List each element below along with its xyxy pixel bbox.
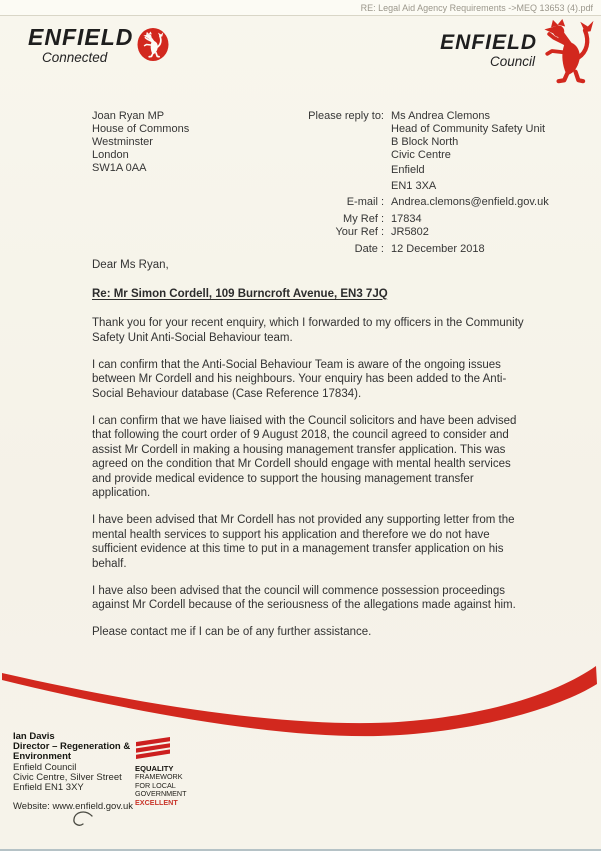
recipient-line: SW1A 0AA: [92, 162, 147, 174]
signatory-title: Director – Regeneration &: [13, 741, 131, 753]
label-spacer: [300, 180, 384, 193]
equality-badge-excellent: EXCELLENT: [135, 797, 178, 807]
signatory-name: Ian Davis: [13, 731, 55, 742]
letter-body: [92, 258, 526, 652]
subject-line: Re: Mr Simon Cordell, 109 Burncroft Avenue, EN3 7JQ: [92, 287, 388, 300]
reply-to-name: Ms Andrea Clemons: [391, 110, 491, 122]
signatory-org: Enfield Council: [13, 761, 77, 773]
reply-row: [300, 136, 549, 149]
pen-scribble-mark: [70, 810, 96, 828]
my-ref-label: My Ref :: [343, 213, 384, 225]
reply-row: [300, 213, 549, 226]
enfield-council-logo-text: [440, 32, 537, 69]
logo-right-subtitle: Council: [489, 54, 535, 69]
equality-badge-line: EQUALITY: [135, 763, 174, 773]
email-label: E-mail :: [346, 196, 384, 208]
signatory-title: Environment: [13, 751, 72, 763]
recipient-line: Westminster: [92, 136, 153, 148]
your-ref-value: JR5802: [391, 226, 429, 238]
reply-to-line: Civic Centre: [391, 149, 451, 161]
equality-flag-icon: [135, 736, 172, 759]
enfield-beast-icon: [539, 18, 597, 84]
enfield-connected-logo-text: [28, 26, 133, 65]
reply-to-line: Enfield: [391, 164, 425, 176]
paragraph: Please contact me if I can be of any further assistance.: [92, 626, 372, 638]
equality-badge-line: GOVERNMENT: [135, 789, 187, 799]
reply-to-label: Please reply to:: [308, 110, 384, 122]
pdf-filename-bar: [0, 0, 601, 16]
paragraph: I have also been advised that the council will commence possession proceedings against Mr Cordell because of the seriousness of the allegations made against him.: [92, 584, 516, 611]
label-spacer: [300, 164, 384, 177]
recipient-line: House of Commons: [92, 123, 190, 135]
my-ref-value: 17834: [391, 213, 422, 225]
logo-left-title: ENFIELD: [28, 24, 134, 50]
label-spacer: [300, 136, 384, 149]
reply-to-postcode: EN1 3XA: [391, 180, 437, 192]
reply-to-line: B Block North: [391, 136, 459, 148]
website-url: www.enfield.gov.uk: [52, 801, 134, 813]
email-value: Andrea.clemons@enfield.gov.uk: [391, 196, 549, 208]
reply-row: [300, 149, 549, 162]
date-label: Date :: [354, 243, 384, 255]
recipient-address-block: [92, 110, 189, 175]
reply-row: [300, 164, 549, 177]
logo-right-title: ENFIELD: [440, 31, 537, 54]
reply-row: [300, 110, 549, 123]
paragraph: I can confirm that we have liaised with the Council solicitors and have been advised that following the court order of 9 August 2018, the council agreed to consider and assist Mr Cordell in making a housing management transfer application. This was agreed on the condition that Mr Cordell should engage with mental health services and provide medical evidence to support the housing management transfer application.: [92, 414, 517, 499]
recipient-line: Joan Ryan MP: [92, 110, 165, 122]
reply-row: [300, 180, 549, 193]
label-spacer: [300, 149, 384, 162]
document-filename: RE: Legal Aid Agency Requirements ->MEQ 13653 (4).pdf: [360, 3, 593, 13]
paragraph: I have been advised that Mr Cordell has not provided any supporting letter from the mental health services to support his application and therefore we do not have sufficient evidence at this time to put in a management transfer application on his behalf.: [92, 514, 515, 570]
your-ref-label: Your Ref :: [335, 226, 384, 238]
paragraph: I can confirm that the Anti-Social Behaviour Team is aware of the ongoing issues between Mr Cordell and his neighbours. Your enquiry has been added to the Anti-Social Behaviour database (Case Reference 17834).: [92, 358, 507, 400]
equality-badge-line: FRAMEWORK: [135, 772, 183, 782]
date-value: 12 December 2018: [391, 243, 485, 255]
website-label: Website:: [13, 801, 50, 813]
reply-row: [300, 243, 549, 256]
label-spacer: [300, 123, 384, 136]
reply-to-line: Head of Community Safety Unit: [391, 123, 546, 135]
reply-row: [300, 226, 549, 239]
enfield-beast-roundel-icon: [137, 27, 170, 63]
salutation: Dear Ms Ryan,: [92, 259, 169, 271]
logo-left-subtitle: Connected: [42, 50, 108, 65]
paragraph: Thank you for your recent enquiry, which I forwarded to my officers in the Community Safety Unit Anti-Social Behaviour team.: [92, 317, 524, 344]
signatory-block: [13, 732, 133, 812]
reply-row: [300, 196, 549, 209]
enfield-connected-logo: [28, 26, 170, 65]
signatory-postcode: Enfield EN1 3XY: [13, 782, 84, 794]
equality-badge-line: FOR LOCAL: [135, 780, 176, 790]
recipient-line: London: [92, 149, 129, 161]
enfield-council-logo: [440, 18, 597, 84]
reply-to-block: [300, 110, 549, 256]
equality-framework-badge: [135, 736, 245, 808]
signatory-address: Civic Centre, Silver Street: [13, 771, 122, 783]
reply-row: [300, 123, 549, 136]
